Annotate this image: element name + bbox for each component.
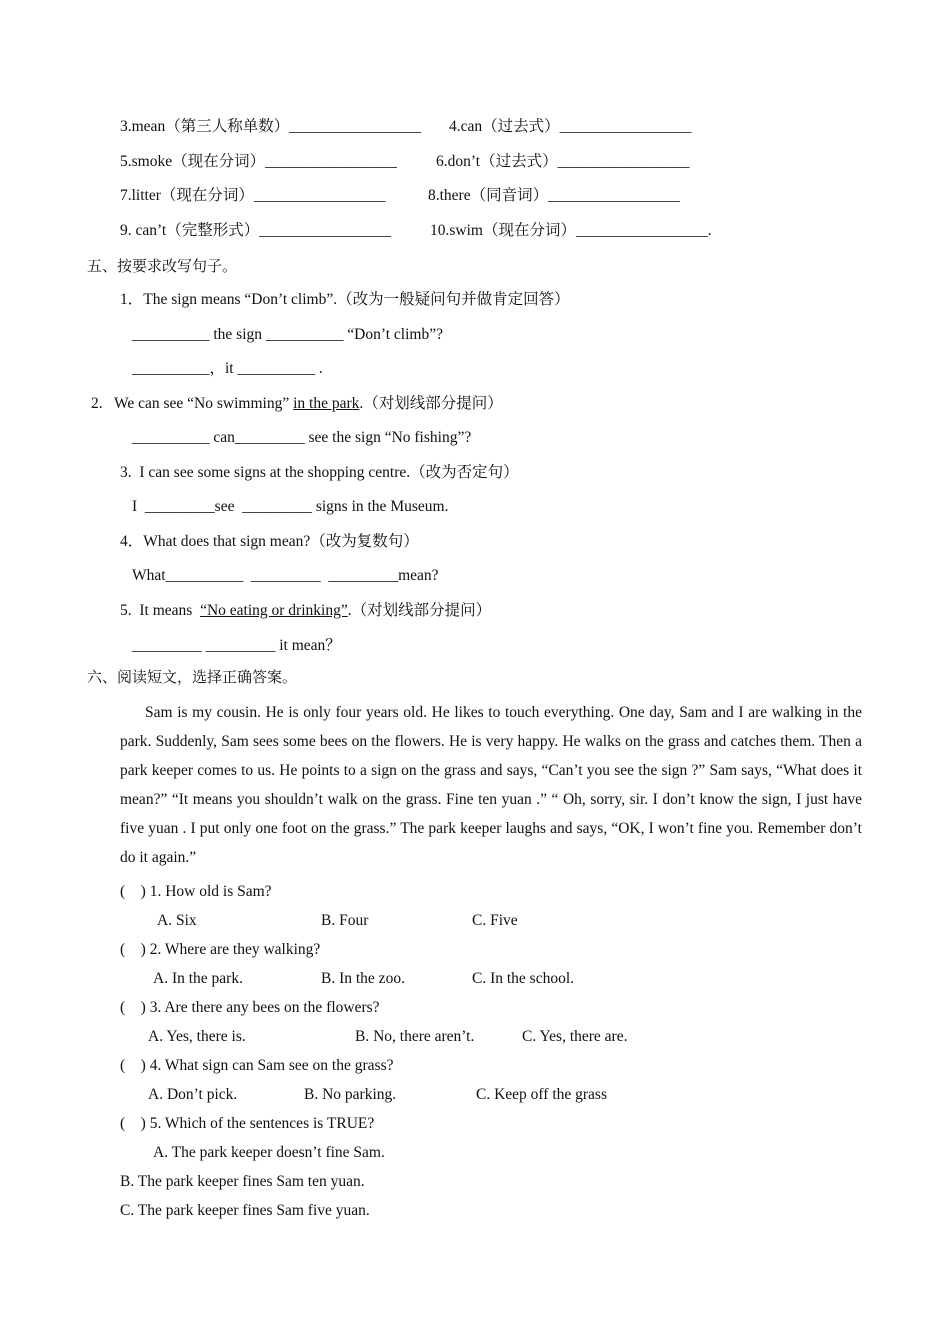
mc-q3-a: A. Yes, there is.	[148, 1028, 246, 1045]
mc-q3-c: C. Yes, there are.	[522, 1028, 628, 1045]
mc-q2: ( ) 2. Where are they walking?	[120, 941, 321, 958]
mc-q4-a: A. Don’t pick.	[148, 1086, 238, 1103]
s5-q1: 1．The sign means “Don’t climb”.（改为一般疑问句并做肯定回答）	[120, 291, 570, 308]
s5-q1-line1: __________ the sign __________ “Don’t climb”?	[132, 326, 443, 343]
mc-q5-a: A. The park keeper doesn’t fine Sam.	[153, 1144, 385, 1161]
mc-q1: ( ) 1. How old is Sam?	[120, 883, 272, 900]
mc-q2-c: C. In the school.	[472, 970, 575, 987]
mc-q1-b: B. Four	[321, 912, 369, 929]
s5-q4-line1: What__________ _________ _________mean?	[132, 567, 439, 584]
s5-q4: 4．What does that sign mean?（改为复数句）	[120, 533, 419, 550]
section5-heading: 五、按要求改写句子。	[87, 257, 238, 275]
s5-q2-underlined: in the park	[293, 395, 360, 412]
s4-item-3: 3.mean（第三人称单数）_________________	[120, 118, 421, 135]
s5-q1-line2: __________，it __________ .	[132, 360, 323, 377]
s5-q2	[91, 394, 503, 414]
s4-item-8: 8.there（同音词）_________________	[428, 187, 680, 204]
s5-q5-post: .（对划线部分提问）	[347, 602, 492, 619]
mc-q3-b: B. No, there aren’t.	[355, 1028, 475, 1045]
s5-q5-pre: 5. It means	[120, 602, 201, 619]
s5-q2-pre: 2. We can see “No swimming”	[91, 395, 294, 412]
mc-q3: ( ) 3. Are there any bees on the flowers?	[120, 999, 380, 1016]
s5-q2-line1: __________ can_________ see the sign “No fishing”?	[132, 429, 472, 446]
s5-q3: 3. I can see some signs at the shopping centre.（改为否定句）	[120, 464, 519, 481]
section6-heading: 六、阅读短文，选择正确答案。	[87, 668, 298, 686]
s4-item-7: 7.litter（现在分词）_________________	[120, 187, 386, 204]
s5-q5-underlined: “No eating or drinking”	[200, 602, 348, 619]
s4-item-5: 5.smoke（现在分词）_________________	[120, 153, 397, 170]
mc-q1-a: A. Six	[157, 912, 197, 929]
s5-q5-line1: _________ _________ it mean？	[132, 637, 341, 654]
mc-q2-b: B. In the zoo.	[321, 970, 405, 987]
mc-q5-b: B. The park keeper fines Sam ten yuan.	[120, 1173, 365, 1190]
s5-q2-post: .（对划线部分提问）	[359, 395, 503, 412]
mc-q2-a: A. In the park.	[153, 970, 243, 987]
s5-q5	[120, 601, 491, 621]
mc-q5: ( ) 5. Which of the sentences is TRUE?	[120, 1115, 375, 1132]
s4-item-10: 10.swim（现在分词）_________________.	[430, 222, 712, 239]
s4-item-9: 9. can’t（完整形式）_________________	[120, 222, 391, 239]
mc-q1-c: C. Five	[472, 912, 518, 929]
mc-q5-c: C. The park keeper fines Sam five yuan.	[120, 1202, 370, 1219]
mc-q4: ( ) 4. What sign can Sam see on the grass?	[120, 1057, 394, 1074]
reading-passage: Sam is my cousin. He is only four years old. He likes to touch everything. One day, Sam and I are walking in the park. Suddenly, Sam sees some bees on the flowers. He is very happy. He walks on the grass and catches them. Then a park keeper comes to us. He points to a sign on the grass and says, “Can’t you see the sign ?” Sam says, “What does it mean?” “It means you shouldn’t walk on the grass. Fine ten yuan .” “ Oh, sorry, sir. I don’t know the sign, I just have five yuan . I put only one foot on the grass.” The park keeper laughs and says, “OK, I won’t fine you. Remember don’t do it again.”	[120, 704, 862, 866]
mc-q4-c: C. Keep off the grass	[476, 1086, 608, 1103]
s4-item-6: 6.don’t（过去式）_________________	[436, 153, 690, 170]
mc-q4-b: B. No parking.	[304, 1086, 397, 1103]
s5-q3-line1: I _________see _________ signs in the Museum.	[132, 498, 449, 515]
s4-item-4: 4.can（过去式）_________________	[449, 118, 692, 135]
